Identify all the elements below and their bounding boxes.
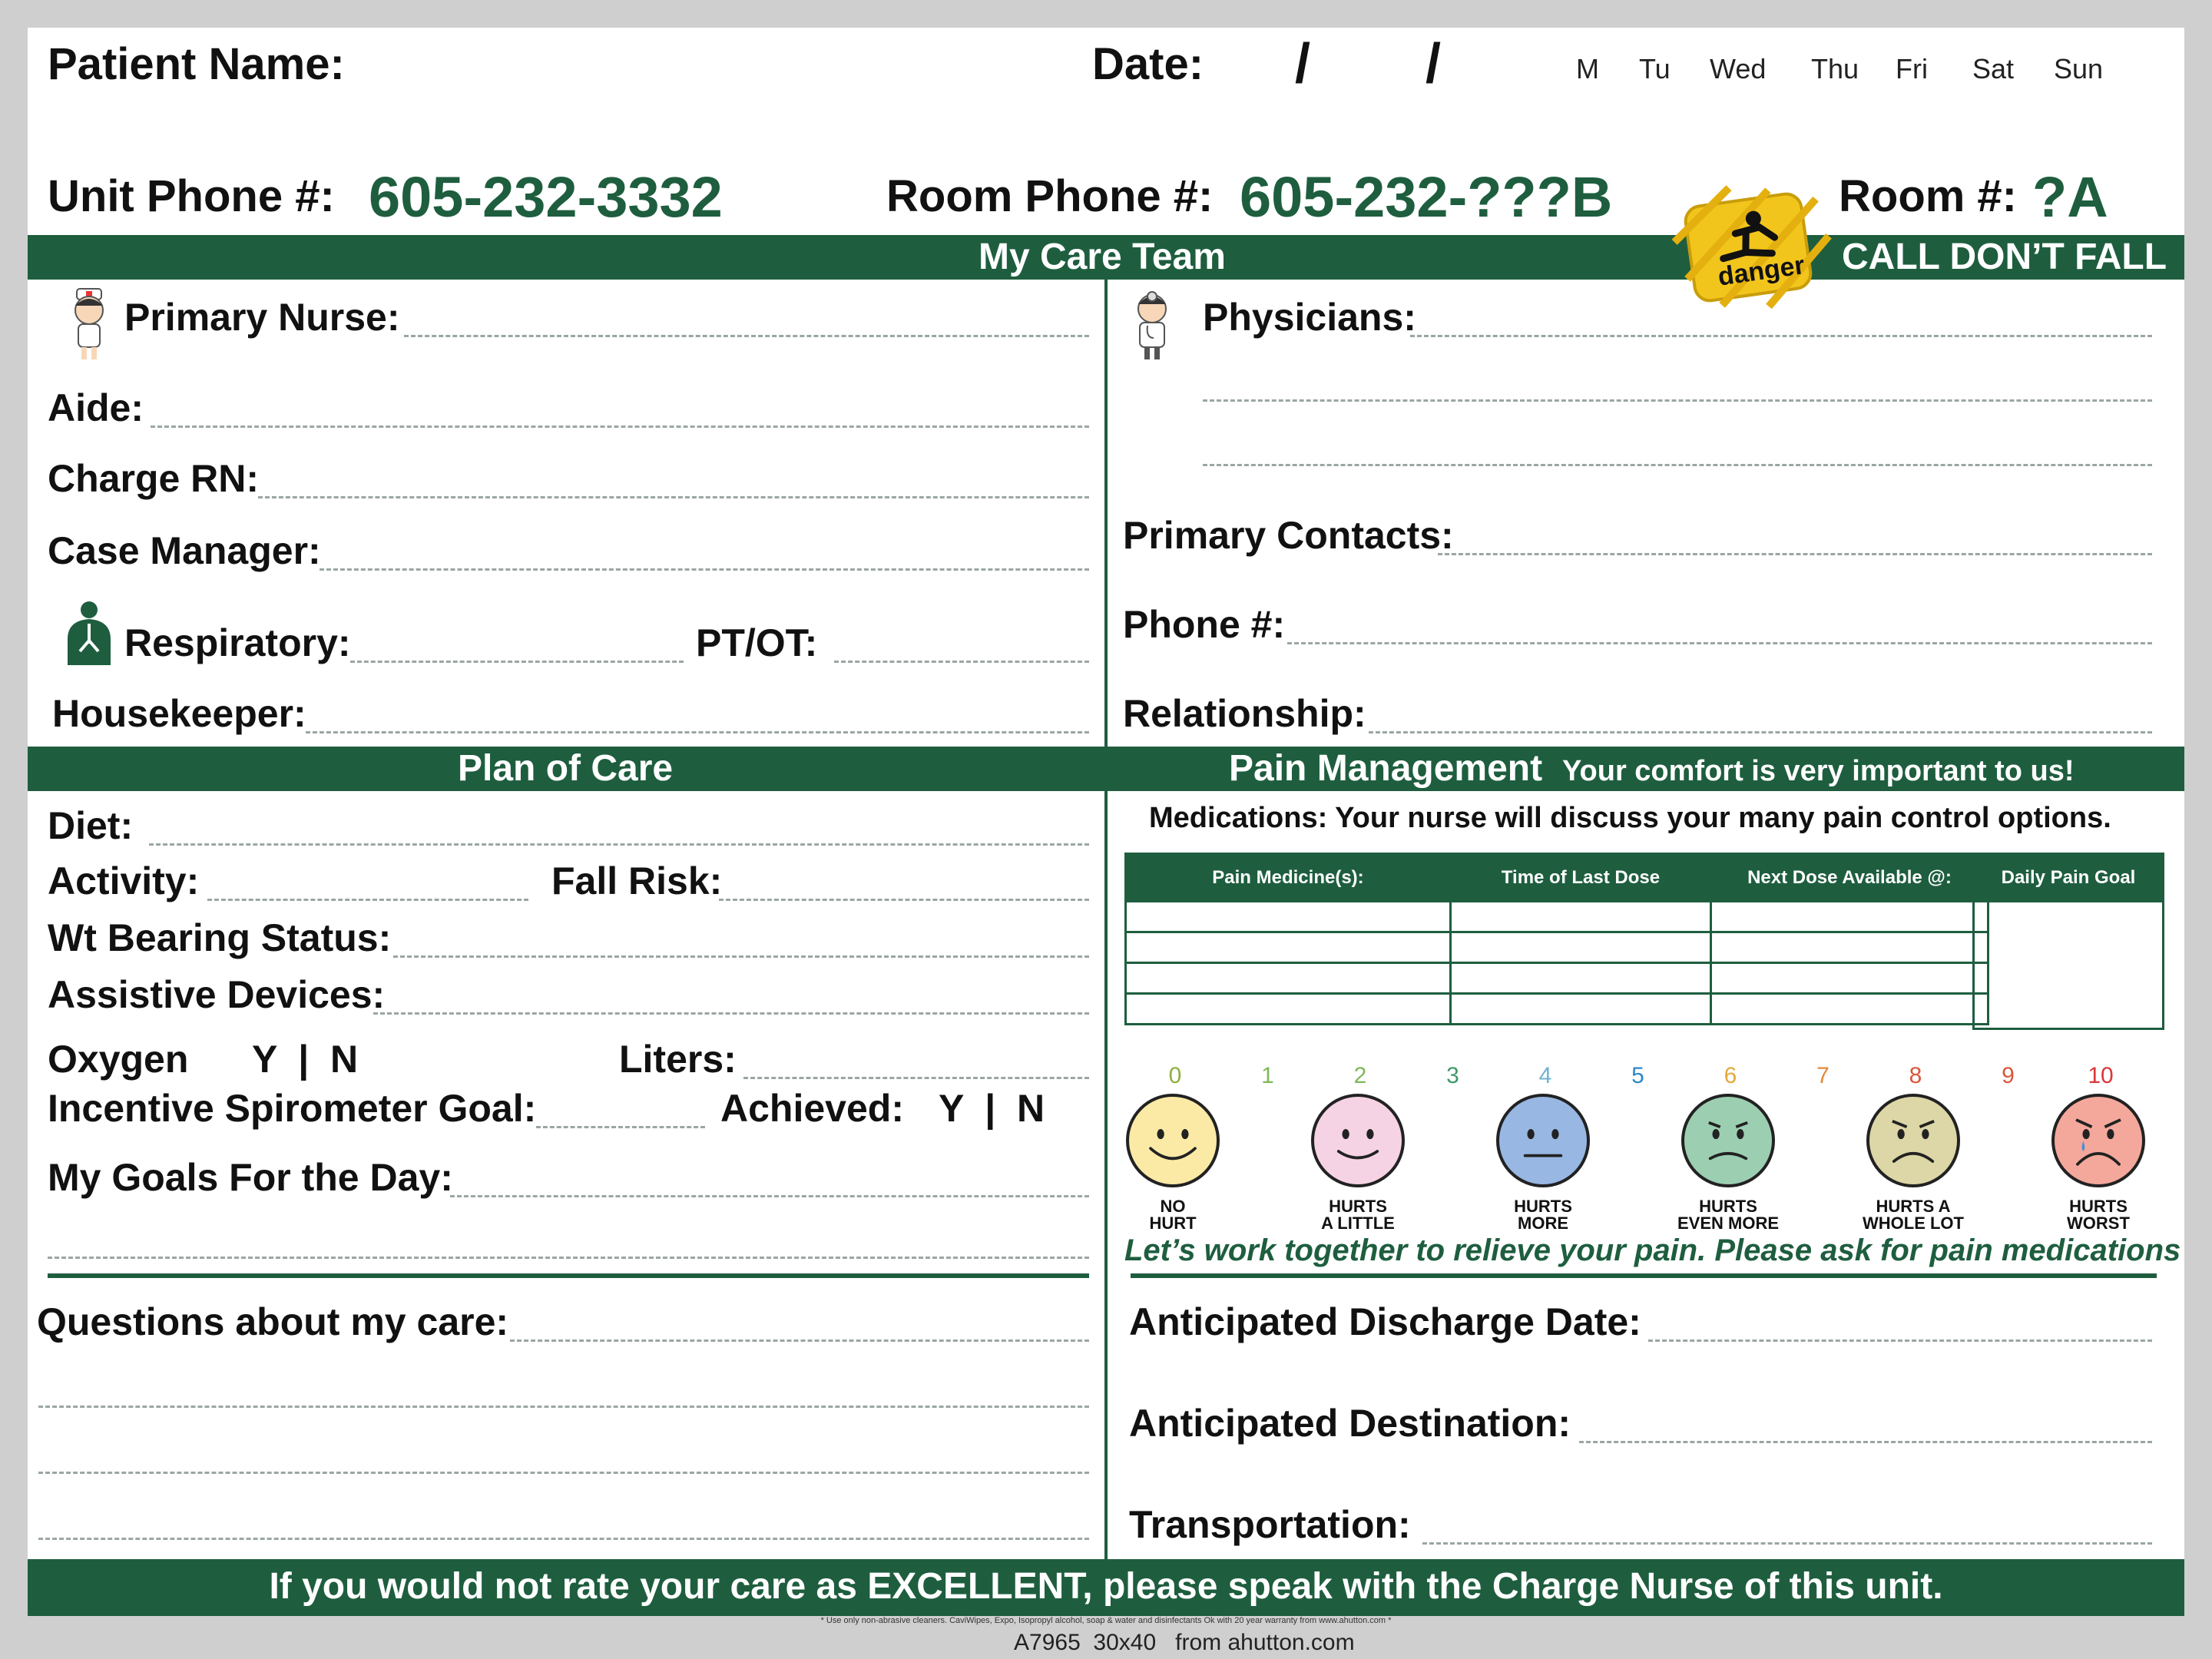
transportation-label: Transportation:	[1129, 1503, 1411, 1546]
pain-scale-number: 6	[1724, 1063, 1737, 1088]
pt-ot-label: PT/OT:	[696, 621, 818, 664]
destination-label: Anticipated Destination:	[1129, 1402, 1571, 1445]
col-pain-medicine: Pain Medicine(s):	[1126, 854, 1451, 902]
pain-face-caption: HURTS EVEN MORE	[1677, 1197, 1780, 1233]
day-sat: Sat	[1972, 53, 2015, 84]
fall-risk-line[interactable]	[719, 899, 1089, 901]
phone-line[interactable]	[1287, 642, 2152, 644]
fine-print: * Use only non-abrasive cleaners. CaviWipes, Expo, Isopropyl alcohol, soap & water and disinfectants Ok with 20 year warranty from www.ahutton.com *	[820, 1616, 1392, 1625]
respiratory-label: Respiratory:	[124, 621, 351, 664]
questions-line-3[interactable]	[38, 1472, 1089, 1474]
pain-scale-number: 5	[1631, 1063, 1644, 1088]
whiteboard	[28, 28, 2184, 1625]
medications-note: Medications: Your nurse will discuss your many pain control options.	[1149, 802, 2111, 834]
pain-bottom-divider	[1131, 1273, 2157, 1278]
case-manager-label: Case Manager:	[48, 529, 321, 572]
oxygen-yes-no[interactable]: Y | N	[252, 1038, 359, 1081]
day-wed: Wed	[1710, 53, 1767, 84]
respiratory-line[interactable]	[350, 661, 684, 663]
pain-scale-number: 0	[1168, 1063, 1182, 1088]
date-label: Date:	[1092, 39, 1204, 89]
goals-line-1[interactable]	[450, 1195, 1089, 1197]
day-fri: Fri	[1896, 53, 1928, 84]
pt-ot-line[interactable]	[834, 661, 1089, 663]
room-phone-label: Room Phone #:	[886, 171, 1214, 221]
care-team-divider	[1104, 280, 1108, 771]
table-cell[interactable]	[1450, 994, 1710, 1025]
pain-face-caption: HURTS A LITTLE	[1321, 1197, 1395, 1233]
liters-line[interactable]	[743, 1077, 1089, 1079]
pain-face-caption: HURTS WORST	[2067, 1197, 2130, 1233]
physicians-line-3[interactable]	[1203, 464, 2152, 466]
primary-nurse-line[interactable]	[404, 335, 1089, 337]
product-code: A7965 30x40 from ahutton.com	[1014, 1630, 1355, 1655]
physician-icon	[1131, 289, 1174, 363]
case-manager-line[interactable]	[320, 568, 1089, 571]
patient-name-label: Patient Name:	[48, 39, 345, 89]
date-slash-1: /	[1295, 33, 1311, 94]
day-sun: Sun	[2054, 53, 2104, 84]
pain-face-icon[interactable]	[1311, 1094, 1405, 1187]
table-cell[interactable]	[1710, 902, 1988, 932]
discharge-date-line[interactable]	[1648, 1339, 2152, 1342]
table-cell[interactable]	[1126, 932, 1451, 963]
day-mon: M	[1576, 53, 1599, 84]
questions-divider	[48, 1273, 1089, 1278]
together-note: Let’s work together to relieve your pain. Please ask for pain medications	[1124, 1233, 2181, 1267]
care-team-title: My Care Team	[979, 237, 1226, 277]
date-slash-2: /	[1426, 33, 1442, 94]
primary-nurse-label: Primary Nurse:	[124, 296, 400, 339]
charge-rn-line[interactable]	[258, 496, 1089, 498]
danger-text: danger	[1716, 250, 1806, 292]
plan-of-care-title: Plan of Care	[458, 748, 674, 789]
destination-line[interactable]	[1579, 1441, 2152, 1443]
wt-bearing-line[interactable]	[393, 955, 1089, 958]
pain-scale-number: 2	[1353, 1063, 1367, 1088]
questions-line-2[interactable]	[38, 1406, 1089, 1408]
pain-management-subtitle: Your comfort is very important to us!	[1562, 755, 2075, 787]
pain-medication-table	[1124, 853, 1989, 1025]
pain-scale-number: 3	[1446, 1063, 1459, 1088]
table-cell[interactable]	[1126, 994, 1451, 1025]
pain-scale-number: 10	[2088, 1063, 2114, 1088]
danger-badge	[1682, 190, 1814, 304]
pain-scale-number: 8	[1909, 1063, 1922, 1088]
nurse-icon	[68, 289, 111, 363]
slip-icon	[1685, 193, 1817, 306]
pain-face-icon[interactable]	[1866, 1094, 1960, 1187]
phone-label: Phone #:	[1123, 603, 1286, 646]
charge-rn-label: Charge RN:	[48, 457, 260, 500]
pain-scale-number: 9	[2002, 1063, 2015, 1088]
unit-phone-value: 605-232-3332	[369, 165, 723, 229]
pain-face-icon[interactable]	[1126, 1094, 1220, 1187]
table-cell[interactable]	[1450, 932, 1710, 963]
pain-scale-number: 7	[1816, 1063, 1830, 1088]
goals-line-2[interactable]	[48, 1257, 1089, 1259]
oxygen-label: Oxygen	[48, 1038, 189, 1081]
table-cell[interactable]	[1710, 963, 1988, 994]
room-number-value: ?A	[2032, 165, 2108, 229]
questions-line-1[interactable]	[510, 1339, 1089, 1342]
discharge-date-label: Anticipated Discharge Date:	[1129, 1300, 1641, 1343]
pain-face-caption: HURTS MORE	[1514, 1197, 1572, 1233]
wt-bearing-label: Wt Bearing Status:	[48, 916, 392, 959]
primary-contacts-line[interactable]	[1438, 553, 2152, 555]
activity-line[interactable]	[207, 899, 528, 901]
physicians-line-2[interactable]	[1203, 399, 2152, 402]
room-phone-value: 605-232-???B	[1240, 165, 1613, 229]
call-dont-fall-text: CALL DON’T FALL	[1842, 237, 2167, 277]
transportation-line[interactable]	[1422, 1542, 2152, 1545]
activity-label: Activity:	[48, 859, 200, 902]
questions-line-4[interactable]	[38, 1538, 1089, 1540]
aide-label: Aide:	[48, 386, 144, 429]
relationship-label: Relationship:	[1123, 692, 1366, 735]
diet-label: Diet:	[48, 804, 134, 847]
aide-line[interactable]	[151, 426, 1089, 428]
primary-contacts-label: Primary Contacts:	[1123, 514, 1454, 557]
pain-scale-number: 4	[1538, 1063, 1552, 1088]
pain-face-icon[interactable]	[1681, 1094, 1775, 1187]
assistive-devices-line[interactable]	[373, 1012, 1089, 1015]
pain-management-title: Pain Management	[1229, 748, 1543, 789]
achieved-yes-no[interactable]: Y | N	[939, 1087, 1045, 1130]
pain-face-caption: NO HURT	[1149, 1197, 1197, 1233]
goals-for-day-label: My Goals For the Day:	[48, 1156, 453, 1199]
spirometer-goal-line[interactable]	[536, 1126, 705, 1128]
diet-line[interactable]	[149, 843, 1089, 846]
table-cell[interactable]	[1710, 994, 1988, 1025]
housekeeper-line[interactable]	[306, 731, 1089, 733]
lower-divider	[1104, 791, 1108, 1585]
physicians-line-1[interactable]	[1410, 335, 2152, 337]
daily-pain-goal-box	[1972, 853, 2164, 1030]
relationship-line[interactable]	[1369, 731, 2152, 733]
unit-phone-label: Unit Phone #:	[48, 171, 335, 221]
housekeeper-label: Housekeeper:	[52, 692, 306, 735]
assistive-devices-label: Assistive Devices:	[48, 973, 386, 1016]
spirometer-goal-label: Incentive Spirometer Goal:	[48, 1087, 537, 1130]
physicians-label: Physicians:	[1203, 296, 1416, 339]
table-cell[interactable]	[1126, 902, 1451, 932]
day-thu: Thu	[1811, 53, 1859, 84]
table-cell[interactable]	[1710, 932, 1988, 963]
lungs-icon	[65, 601, 114, 667]
table-cell[interactable]	[1450, 963, 1710, 994]
daily-pain-goal-cell[interactable]	[1974, 902, 2164, 1029]
pain-face-icon[interactable]	[1496, 1094, 1590, 1187]
col-last-dose: Time of Last Dose	[1450, 854, 1710, 902]
daily-pain-goal-header: Daily Pain Goal	[1974, 854, 2164, 902]
table-cell[interactable]	[1450, 902, 1710, 932]
col-next-dose: Next Dose Available @:	[1710, 854, 1988, 902]
day-tue: Tu	[1639, 53, 1671, 84]
liters-label: Liters:	[619, 1038, 737, 1081]
table-cell[interactable]	[1126, 963, 1451, 994]
footer-banner-text: If you would not rate your care as EXCELLENT, please speak with the Charge Nurse of this unit.	[269, 1566, 1943, 1607]
pain-scale-number: 1	[1261, 1063, 1274, 1088]
achieved-label: Achieved:	[720, 1087, 904, 1130]
pain-face-caption: HURTS A WHOLE LOT	[1863, 1197, 1964, 1233]
pain-face-icon[interactable]	[2051, 1094, 2145, 1187]
questions-label: Questions about my care:	[37, 1300, 509, 1343]
fall-risk-label: Fall Risk:	[551, 859, 723, 902]
room-number-label: Room #:	[1839, 171, 2017, 221]
